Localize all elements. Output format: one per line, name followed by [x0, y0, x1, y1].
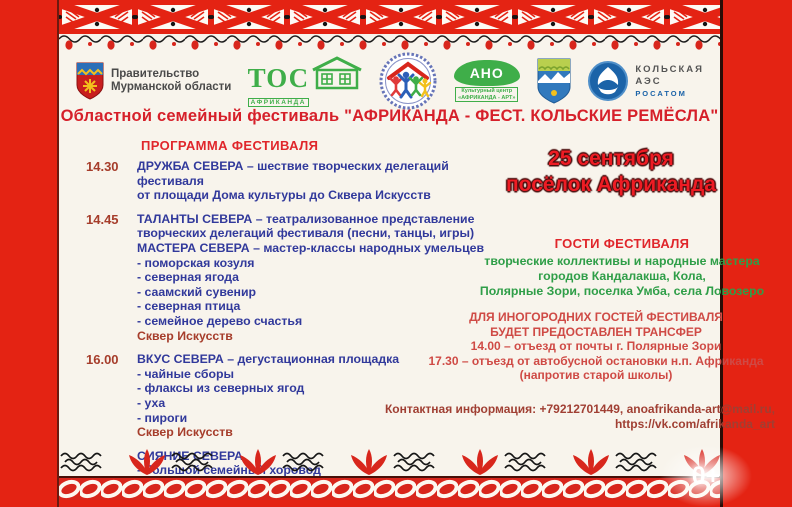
program-line: от площади Дома культуры до Сквера Искусств: [137, 188, 431, 203]
program-line: ДРУЖБА СЕВЕРА – шествие творческих делегаций фестиваля: [137, 159, 449, 188]
program-line: ВКУС СЕВЕРА – дегустационная площадка: [137, 352, 400, 367]
ano-sub-line2: «АФРИКАНДА - АРТ»: [458, 94, 516, 101]
program-line: творческих делегаций фестиваля (песни, танцы, игры): [137, 226, 475, 241]
logo-murmansk-government: [75, 61, 231, 101]
logo-ano-afrikanda-art: [454, 60, 520, 102]
program-line: ТАЛАНТЫ СЕВЕРА – театрализованное представление: [137, 211, 475, 226]
gov-label-line2: Мурманской области: [111, 81, 232, 93]
tos-sub-label: АФРИКАНДА: [248, 98, 309, 107]
rosatom-icon: [588, 61, 628, 101]
guests-block: [467, 236, 777, 299]
tos-wordmark: ТОС: [247, 62, 310, 93]
logo-kola-npp: [588, 61, 704, 101]
tos-house-icon: [311, 56, 363, 90]
guests-line: творческие коллективы и народные мастера: [484, 254, 760, 268]
program-bullet: - северная ягода: [137, 270, 239, 285]
guests-heading: ГОСТИ ФЕСТИВАЛЯ: [554, 236, 690, 251]
location-line: посёлок Африканда: [506, 173, 716, 196]
contact-line-vk-url: https://vk.com/afrikanda_art: [614, 417, 775, 431]
transfer-line: (напротив старой школы): [519, 368, 673, 382]
guests-line: Полярные Зори, поселка Умба, села Ловозеро: [479, 284, 765, 298]
program-time: 16.00: [86, 352, 119, 368]
transfer-line: ДЛЯ ИНОГОРОДНИХ ГОСТЕЙ ФЕСТИВАЛЯ: [469, 310, 723, 324]
rosatom-label: РОСАТОМ: [635, 89, 687, 99]
program-venue: Сквер Искусств: [137, 425, 233, 440]
kola-label-line2: АЭС: [635, 75, 662, 87]
ornament-wave-dots: [59, 34, 720, 51]
program-time: 14.45: [86, 211, 119, 227]
gov-label-line1: Правительство: [111, 67, 200, 80]
transfer-block: [415, 310, 777, 383]
program-venue: Сквер Искусств: [137, 328, 233, 343]
transfer-line: 17.30 – отъезд от автобусной остановки н.п. Африканда: [428, 353, 764, 368]
ornament-tulip-row: [59, 446, 720, 478]
program-bullet: - уха: [137, 395, 166, 410]
ano-wordmark: АНО: [469, 64, 504, 81]
program-bullet: - северная птица: [137, 299, 241, 314]
ano-green-shape: [454, 60, 520, 86]
program-bullet: - поморская козуля: [137, 255, 255, 270]
ornament-scroll-band: [59, 476, 720, 500]
family-festival-logo-icon: [379, 52, 437, 110]
kola-label-line1: КОЛЬСКАЯ: [635, 63, 704, 75]
logo-tos-afrikanda: [248, 56, 363, 107]
program-bullet: - саамский сувенир: [137, 284, 257, 299]
ano-sub-line1: Культурный центр: [461, 87, 513, 94]
town-emblem-icon: [536, 57, 572, 105]
transfer-line: 14.00 – отъезд от почты г. Полярные Зори: [470, 339, 722, 353]
bottom-red-strip: [59, 500, 720, 507]
logos-row: [59, 52, 720, 110]
date-line: 25 сентября: [548, 147, 674, 170]
program-bullet: - семейное дерево счастья: [137, 313, 303, 328]
program-bullet: - чайные сборы: [137, 366, 235, 381]
age-rating-badge: 0+: [660, 445, 752, 507]
poster-panel: [57, 0, 775, 507]
program-item-1430: [79, 159, 497, 203]
program-bullet: - пироги: [137, 410, 188, 425]
murmansk-coat-of-arms-icon: [75, 61, 105, 101]
guests-line: городов Кандалакша, Кола,: [538, 269, 706, 283]
page-title: Областной семейный фестиваль "АФРИКАНДА - ФЕСТ. КОЛЬСКИЕ РЕМЁСЛА": [60, 107, 719, 125]
transfer-line: БУДЕТ ПРЕДОСТАВЛЕН ТРАНСФЕР: [490, 324, 702, 339]
program-heading: ПРОГРАММА ФЕСТИВАЛЯ: [141, 138, 319, 153]
program-bullet: - флаксы из северных ягод: [137, 381, 305, 396]
program-line: МАСТЕРА СЕВЕРА – мастер-классы народных умельцев: [137, 240, 485, 255]
ornament-top-band: [59, 0, 720, 34]
date-location-badge: [467, 146, 755, 198]
contact-line-phone-email: Контактная информация: +79212701449, anoafrikanda-art@mail.ru,: [384, 402, 775, 416]
program-time: 14.30: [86, 159, 119, 174]
contact-block: [337, 402, 775, 432]
